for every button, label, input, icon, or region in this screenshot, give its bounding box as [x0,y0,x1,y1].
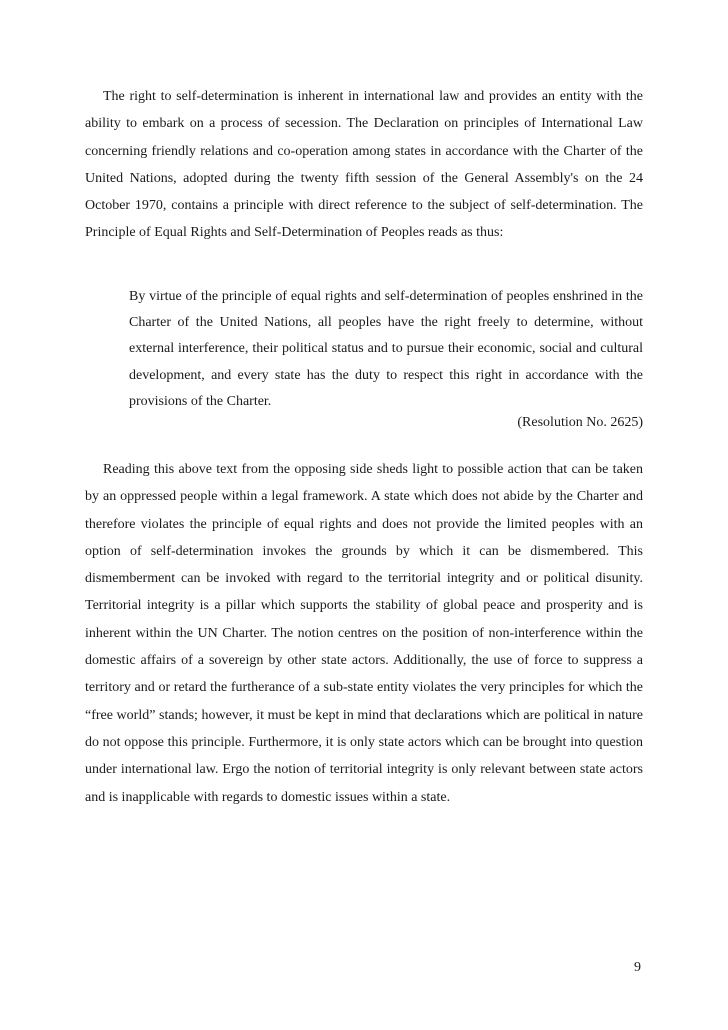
block-quote-resolution: By virtue of the principle of equal rights and self-determination of peoples enshrined in the Charter of the United Nations, all peoples have the right freely to determine, without external interference, their political status and to pursue their economic, social and cultural development, and every state has the duty to respect this right in accordance with the provisions of the Charter. [129,289,643,409]
page-number: 9 [634,960,641,975]
body-paragraph-territorial-integrity: Reading this above text from the opposing side sheds light to possible action that can be taken by an oppressed people within a legal framework. A state which does not abide by the Charter and therefore violates the principle of equal rights and does not provide the limited peoples with an option of self-determination invokes the grounds by which it can be dismembered. This dismemberment can be invoked with regard to the territorial integrity and or political disunity. Territorial integrity is a pillar which supports the stability of global peace and prosperity and is inherent within the UN Charter. The notion centres on the position of non-interference within the domestic affairs of a sovereign by other state actors. Additionally, the use of force to suppress a territory and or retard the furtherance of a sub-state entity violates the very principles for which the “free world” stands; however, it must be kept in mind that declarations which are political in nature do not oppose this principle. Furthermore, it is only state actors which can be brought into question under international law. Ergo the notion of territorial integrity is only relevant between state actors and is inapplicable with regards to domestic issues within a state. [85,462,643,805]
quote-citation: (Resolution No. 2625) [517,415,643,430]
body-paragraph-self-determination: The right to self-determination is inherent in international law and provides an entity with the ability to embark on a process of secession. The Declaration on principles of International Law concerning friendly relations and co-operation among states in accordance with the Charter of the United Nations, adopted during the twenty fifth session of the General Assembly's on the 24 October 1970, contains a principle with direct reference to the subject of self-determination. The Principle of Equal Rights and Self-Determination of Peoples reads as thus: [85,89,643,241]
